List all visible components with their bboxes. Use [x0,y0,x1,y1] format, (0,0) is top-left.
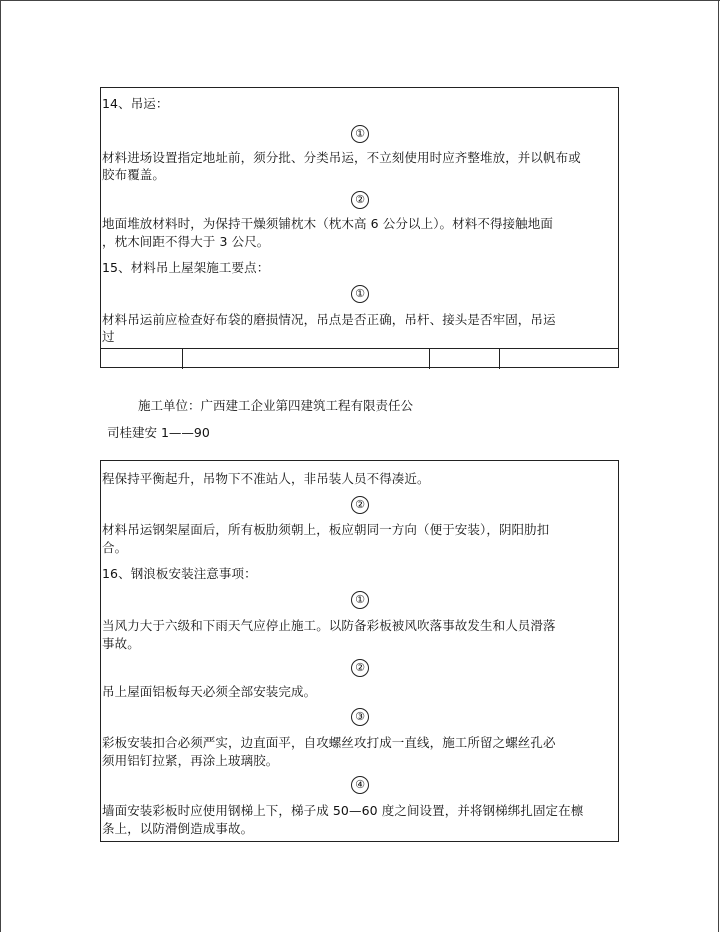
page-left-edge [0,0,1,932]
paragraph-line: 胶布覆盖。 [102,167,166,182]
paragraph-line: 须用铝钉拉紧，再涂上玻璃胶。 [102,753,279,768]
circled-number-marker: ② [351,496,369,514]
content-box-1 [100,87,619,368]
empty-table-cell [429,349,499,369]
paragraph-line: 条上，以防滑倒造成事故。 [102,821,254,836]
circled-number-marker: ③ [351,708,369,726]
empty-table-row [101,348,618,369]
content-box-2 [100,460,619,842]
paragraph-line: 事故。 [102,636,140,651]
paragraph-line: ，枕木间距不得大于 3 公尺。 [102,234,270,249]
circled-number-marker: ② [351,191,369,209]
construction-unit-line: 施工单位：广西建工企业第四建筑工程有限责任公 [138,398,414,413]
paragraph-line: 材料吊运钢架屋面后，所有板肋须朝上，板应朝同一方向（便于安装），阴阳肋扣 [102,522,550,537]
paragraph-line: 彩板安装扣合必须严实，边直面平，自攻螺丝攻打成一直线，施工所留之螺丝孔必 [102,735,556,750]
circled-number-marker: ① [351,285,369,303]
paragraph-line: 吊上屋面铝板每天必须全部安装完成。 [102,684,317,699]
section-heading-15: 15、材料吊上屋架施工要点： [102,260,270,275]
page-top-edge [0,0,720,1]
paragraph-line: 墙面安装彩板时应使用钢梯上下，梯子成 50—60 度之间设置，并将钢梯绑扎固定在檩 [102,803,584,818]
empty-table-cell [499,349,618,369]
paragraph-line: 材料吊运前应检查好布袋的磨损情况，吊点是否正确，吊杆、接头是否牢固，吊运 [102,312,556,327]
paragraph-line: 当风力大于六级和下雨天气应停止施工。以防备彩板被风吹落事故发生和人员滑落 [102,618,556,633]
paragraph-line: 过 [102,329,115,344]
circled-number-marker: ④ [351,776,369,794]
document-code-line: 司桂建安 1——90 [107,425,210,440]
empty-table-cell [182,349,428,369]
circled-number-marker: ① [351,125,369,143]
paragraph-line: 合。 [102,540,128,555]
page-right-edge [718,0,719,932]
paragraph-line: 材料进场设置指定地址前，须分批、分类吊运，不立刻使用时应齐整堆放，并以帆布或 [102,150,581,165]
paragraph-line: 地面堆放材料时，为保持干燥须铺枕木（枕木高 6 公分以上）。材料不得接触地面 [102,216,553,231]
circled-number-marker: ① [351,591,369,609]
section-heading-16: 16、钢浪板安装注意事项： [102,566,257,581]
paragraph-line: 程保持平衡起升，吊物下不准站人，非吊装人员不得凑近。 [102,471,430,486]
section-heading-14: 14、吊运： [102,96,169,111]
circled-number-marker: ② [351,659,369,677]
